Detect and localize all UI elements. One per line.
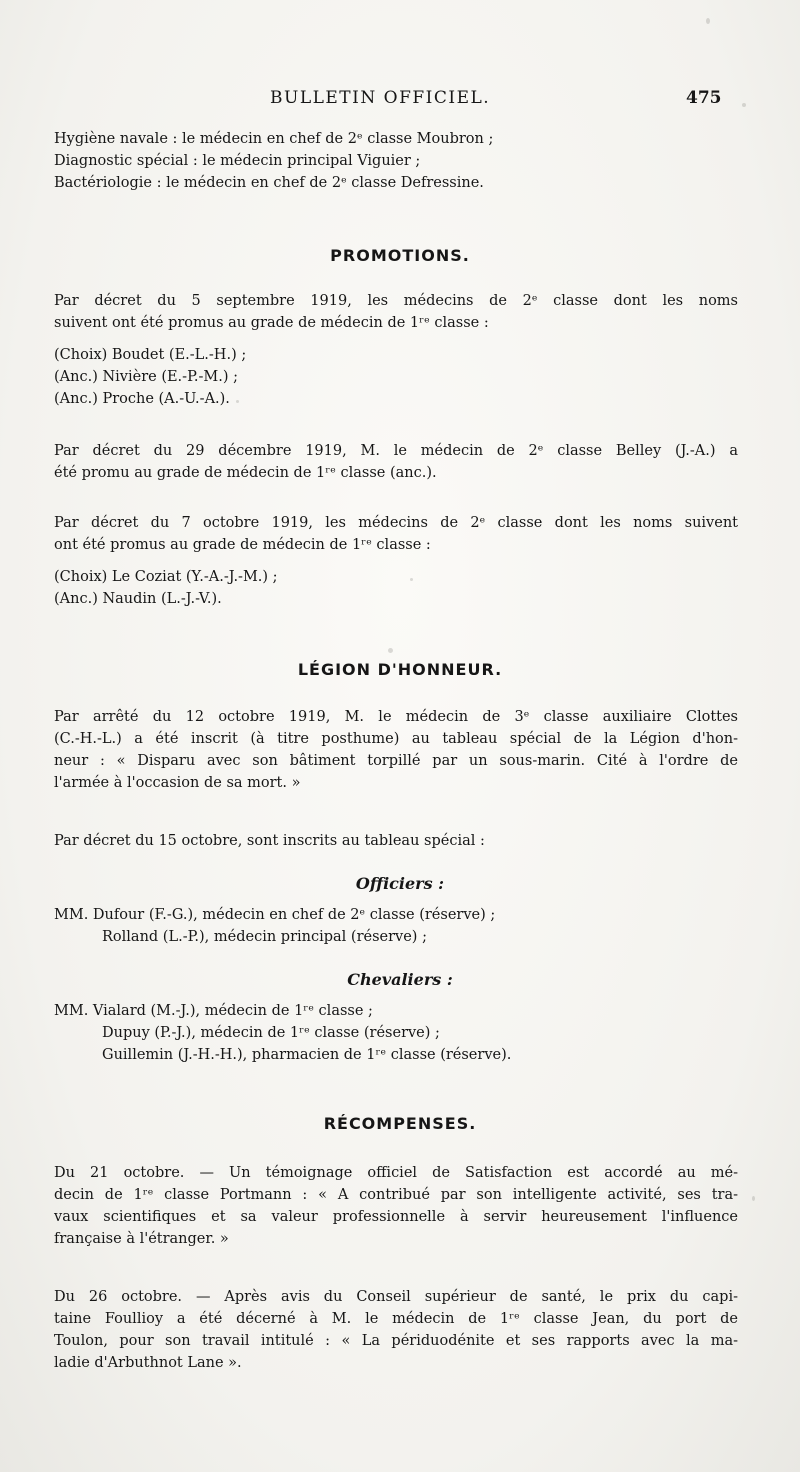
list-item: Dupuy (P.-J.), médecin de 1ʳᵉ classe (réserve) ;	[102, 1025, 440, 1041]
page-header	[0, 88, 800, 118]
paragraph-line: taine Foullioy a été décerné à M. le médecin de 1ʳᵉ classe Jean, du port de	[54, 1311, 738, 1327]
print-speck	[752, 1196, 755, 1201]
section-heading-promotions: PROMOTIONS.	[330, 246, 470, 265]
list-item: (Anc.) Nivière (E.-P.-M.) ;	[54, 369, 239, 385]
promotions-paragraph-2	[54, 440, 738, 484]
paragraph-line: Par décret du 29 décembre 1919, M. le médecin de 2ᵉ classe Belley (J.-A.) a	[54, 443, 738, 459]
intro-line: Diagnostic spécial : le médecin principal Viguier ;	[54, 153, 421, 169]
running-title: BULLETIN OFFICIEL.	[270, 88, 491, 108]
promotions-list-2	[54, 566, 738, 610]
print-speck	[388, 648, 393, 653]
subheading-officiers: Officiers :	[355, 874, 445, 893]
list-item: (Choix) Boudet (E.-L.-H.) ;	[54, 347, 247, 363]
paragraph-line: française à l'étranger. »	[54, 1231, 229, 1247]
paragraph-line: l'armée à l'occasion de sa mort. »	[54, 775, 301, 791]
paragraph-line: Par décret du 7 octobre 1919, les médecins de 2ᵉ classe dont les noms suivent	[54, 515, 738, 531]
chevaliers-list	[54, 1000, 738, 1066]
section-heading-legion: LÉGION D'HONNEUR.	[297, 660, 503, 679]
recompenses-paragraph-1	[54, 1162, 738, 1250]
list-item: MM. Vialard (M.-J.), médecin de 1ʳᵉ classe ;	[54, 1003, 373, 1019]
subheading-chevaliers: Chevaliers :	[347, 970, 453, 989]
print-speck	[236, 400, 239, 403]
list-item: (Anc.) Naudin (L.-J.-V.).	[54, 591, 222, 607]
promotions-paragraph-1	[54, 290, 738, 334]
legion-paragraph-2	[54, 830, 738, 852]
list-item: (Anc.) Proche (A.-U.-A.).	[54, 391, 230, 407]
paragraph-line: été promu au grade de médecin de 1ʳᵉ classe (anc.).	[54, 465, 437, 481]
paragraph-line: ladie d'Arbuthnot Lane ».	[54, 1355, 242, 1371]
recompenses-paragraph-2	[54, 1286, 738, 1374]
paragraph-line: suivent ont été promus au grade de médecin de 1ʳᵉ classe :	[54, 315, 489, 331]
intro-line: Hygiène navale : le médecin en chef de 2ᵉ classe Moubron ;	[54, 131, 494, 147]
paragraph-line: Par décret du 15 octobre, sont inscrits au tableau spécial :	[54, 833, 485, 849]
page-number: 475	[686, 88, 722, 108]
print-speck	[410, 578, 413, 581]
list-item: (Choix) Le Coziat (Y.-A.-J.-M.) ;	[54, 569, 278, 585]
paragraph-line: Par décret du 5 septembre 1919, les médecins de 2ᵉ classe dont les noms	[54, 293, 738, 309]
paragraph-line: neur : « Disparu avec son bâtiment torpillé par un sous-marin. Cité à l'ordre de	[54, 753, 738, 769]
paragraph-line: Du 26 octobre. — Après avis du Conseil supérieur de santé, le prix du capi-	[54, 1289, 738, 1305]
paragraph-line: Toulon, pour son travail intitulé : « La périduodénite et ses rapports avec la ma-	[54, 1333, 738, 1349]
promotions-paragraph-3	[54, 512, 738, 556]
intro-list	[54, 128, 738, 194]
list-item: Rolland (L.-P.), médecin principal (réserve) ;	[102, 929, 427, 945]
print-speck	[706, 18, 710, 24]
paragraph-line: Par arrêté du 12 octobre 1919, M. le médecin de 3ᵉ classe auxiliaire Clottes	[54, 709, 738, 725]
paragraph-line: decin de 1ʳᵉ classe Portmann : « A contribué par son intelligente activité, ses tra-	[54, 1187, 738, 1203]
officiers-list	[54, 904, 738, 948]
list-item: Guillemin (J.-H.-H.), pharmacien de 1ʳᵉ classe (réserve).	[102, 1047, 512, 1063]
section-heading-recompenses: RÉCOMPENSES.	[323, 1114, 477, 1133]
paragraph-line: vaux scientifiques et sa valeur professionnelle à servir heureusement l'influence	[54, 1209, 738, 1225]
intro-line: Bactériologie : le médecin en chef de 2ᵉ classe Defressine.	[54, 175, 484, 191]
legion-paragraph-1	[54, 706, 738, 794]
paragraph-line: Du 21 octobre. — Un témoignage officiel de Satisfaction est accordé au mé-	[54, 1165, 738, 1181]
print-speck	[742, 103, 746, 107]
paragraph-line: ont été promus au grade de médecin de 1ʳᵉ classe :	[54, 537, 431, 553]
list-item: MM. Dufour (F.-G.), médecin en chef de 2ᵉ classe (réserve) ;	[54, 907, 496, 923]
promotions-list-1	[54, 344, 738, 410]
paragraph-line: (C.-H.-L.) a été inscrit (à titre posthume) au tableau spécial de la Légion d'hon-	[54, 731, 738, 747]
